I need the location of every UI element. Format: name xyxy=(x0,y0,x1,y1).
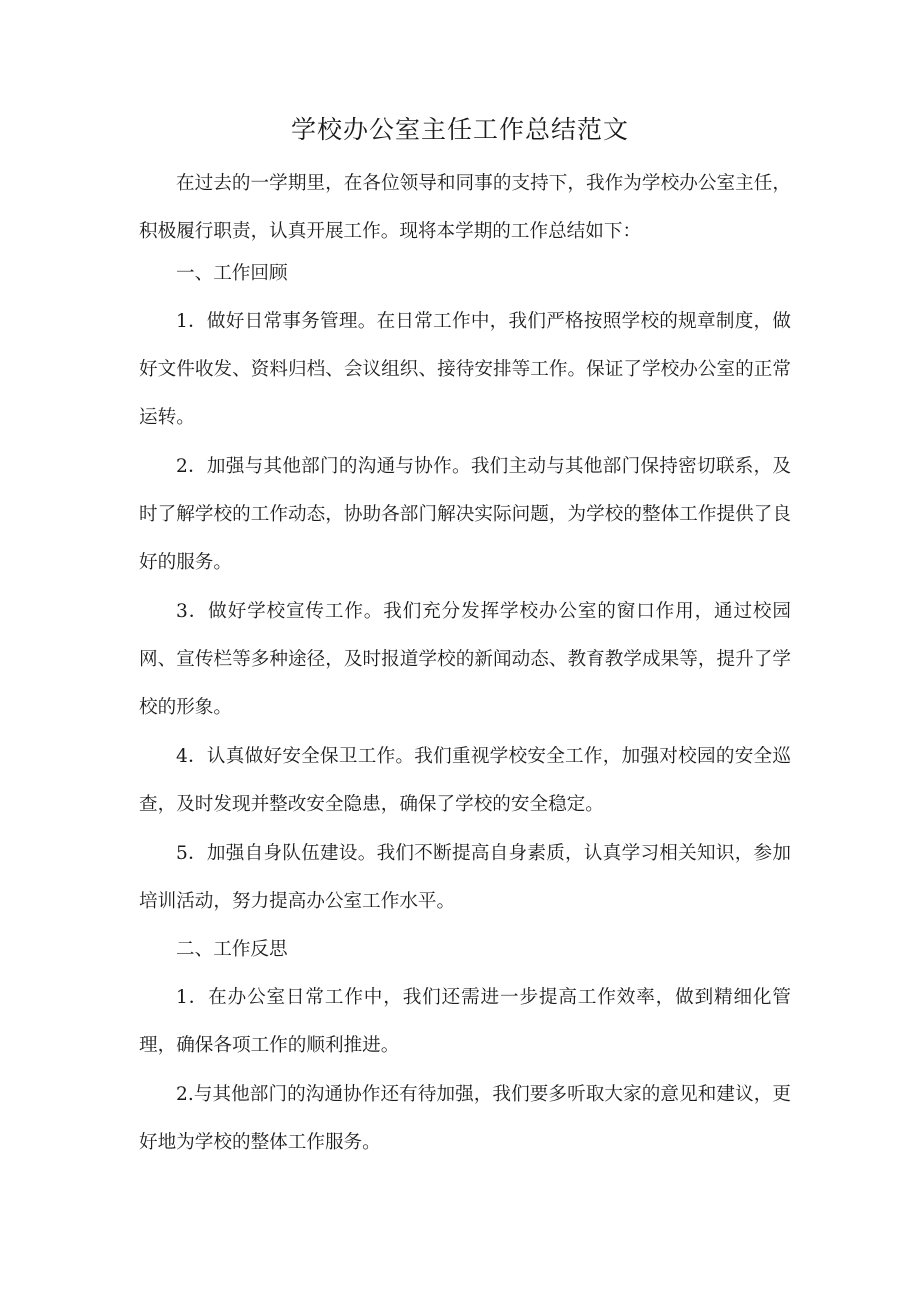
intro-paragraph: 在过去的一学期里，在各位领导和同事的支持下，我作为学校办公室主任，积极履行职责，认真开展工作。现将本学期的工作总结如下： xyxy=(139,173,791,242)
review-item-5: 5．加强自身队伍建设。我们不断提高自身素质，认真学习相关知识，参加培训活动，努力提高办公室工作水平。 xyxy=(139,843,791,912)
section-heading-review: 一、工作回顾 xyxy=(176,263,288,284)
review-item-1: 1．做好日常事务管理。在日常工作中，我们严格按照学校的规章制度，做好文件收发、资料归档、会议组织、接待安排等工作。保证了学校办公室的正常运转。 xyxy=(139,311,791,428)
review-item-4: 4．认真做好安全保卫工作。我们重视学校安全工作，加强对校园的安全巡查，及时发现并整改安全隐患，确保了学校的安全稳定。 xyxy=(139,746,791,815)
reflection-item-1: 1．在办公室日常工作中，我们还需进一步提高工作效率，做到精细化管理，确保各项工作的顺利推进。 xyxy=(139,987,791,1056)
section-heading-reflection: 二、工作反思 xyxy=(176,939,288,960)
reflection-item-2: 2.与其他部门的沟通协作还有待加强，我们要多听取大家的意见和建议，更好地为学校的整体工作服务。 xyxy=(139,1084,791,1153)
review-item-2: 2．加强与其他部门的沟通与协作。我们主动与其他部门保持密切联系，及时了解学校的工作动态，协助各部门解决实际问题，为学校的整体工作提供了良好的服务。 xyxy=(139,456,791,573)
document-title: 学校办公室主任工作总结范文 xyxy=(290,115,629,144)
review-item-3: 3．做好学校宣传工作。我们充分发挥学校办公室的窗口作用，通过校园网、宣传栏等多种途径，及时报道学校的新闻动态、教育教学成果等，提升了学校的形象。 xyxy=(139,601,791,718)
